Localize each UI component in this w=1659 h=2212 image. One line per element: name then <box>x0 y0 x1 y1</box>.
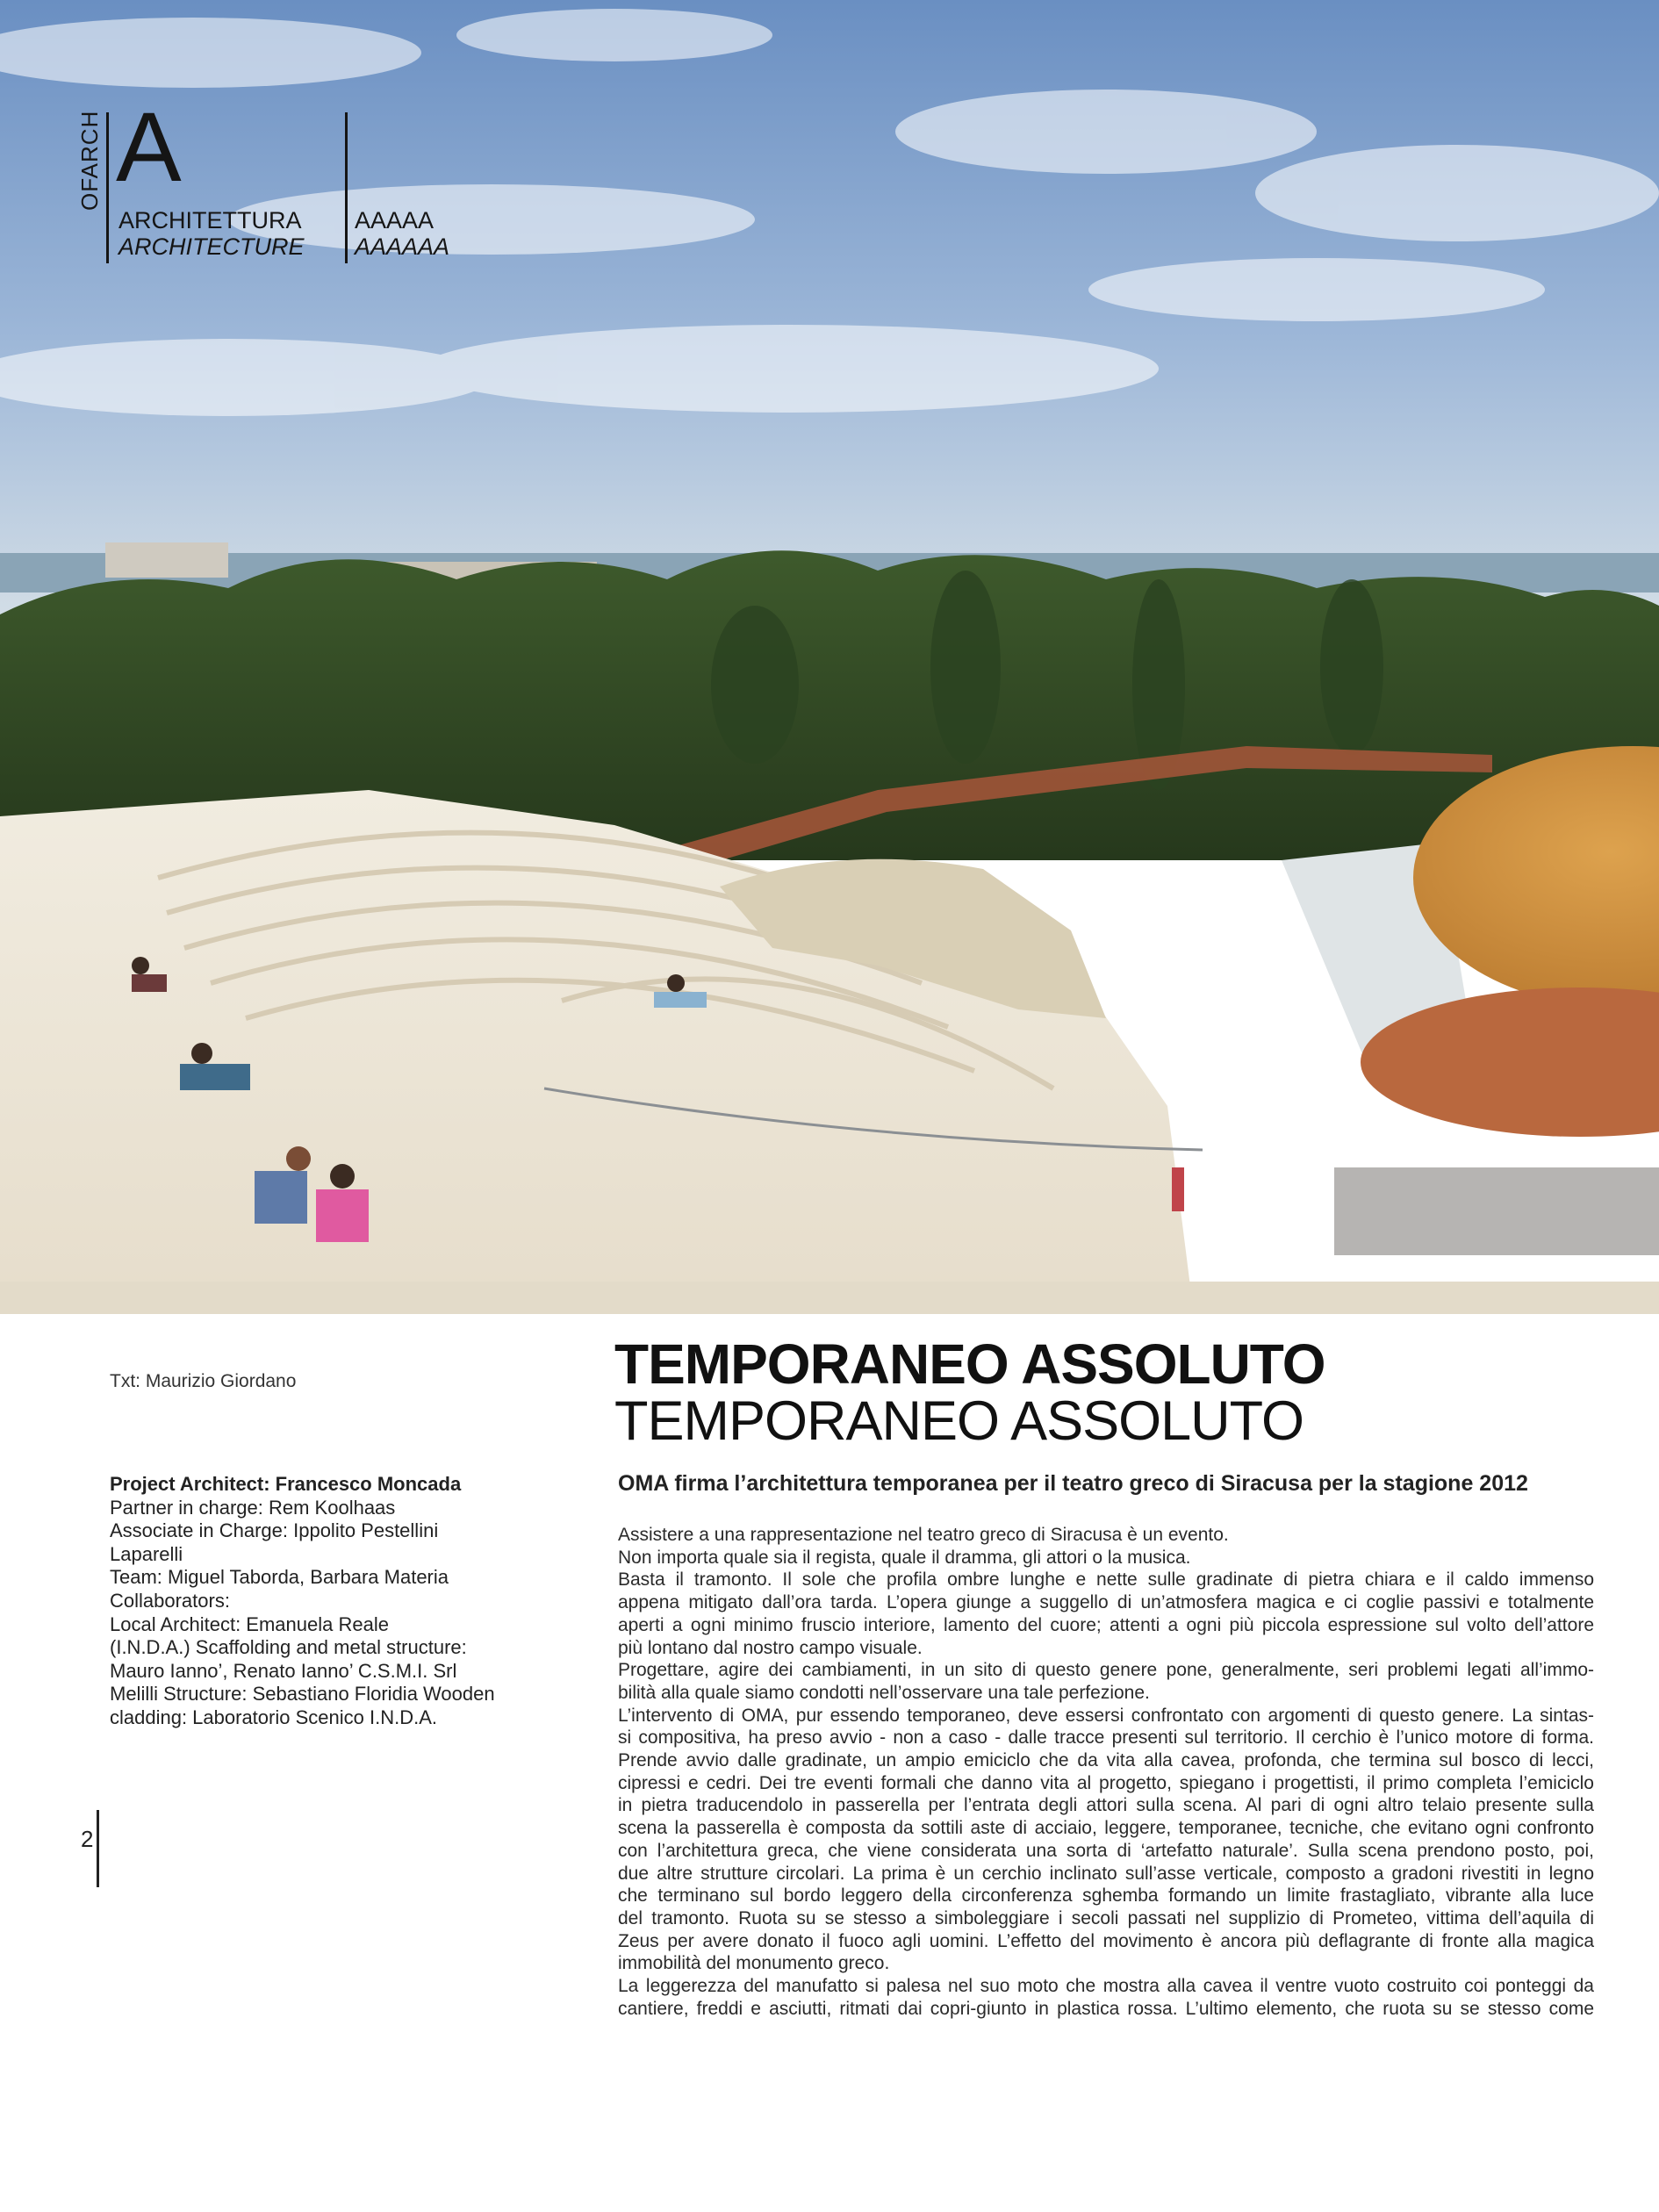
article-standfirst: OMA firma l’architettura temporanea per il teatro greco di Siracusa per la stagione 2012 <box>618 1471 1528 1496</box>
body-line: L’intervento di OMA, pur essendo temporaneo, deve essersi confrontato con argomenti di questo genere. La sintas- <box>618 1705 1594 1726</box>
credit-line: Mauro Ianno’, Renato Ianno’ C.S.M.I. Srl <box>110 1659 457 1682</box>
credit-line: (I.N.D.A.) Scaffolding and metal structure: <box>110 1636 467 1659</box>
body-line: Non importa quale sia il regista, quale il dramma, gli attori o la musica. <box>618 1547 1191 1568</box>
body-line: con l’architettura greca, che viene considerata una sorta di ‘artefatto naturale’. Sulla scena prendono posto, poi, <box>618 1840 1594 1861</box>
body-line: Assistere a una rappresentazione nel teatro greco di Siracusa è un evento. <box>618 1525 1229 1545</box>
credit-line: Associate in Charge: Ippolito Pestellini <box>110 1519 439 1542</box>
body-line: appena mitigato dall’ora tarda. L’opera giunge a suggello di un’atmosfera magica e ci coglie passivi e totalmente <box>618 1592 1594 1613</box>
credit-line: Project Architect: Francesco Moncada <box>110 1473 462 1495</box>
of-arch-label: OFARCH <box>76 110 103 211</box>
credit-line: Melilli Structure: Sebastiano Floridia Wooden <box>110 1683 495 1706</box>
body-line: due altre strutture circolari. La prima è un cerchio inclinato sull’asse verticale, composto a gradoni rivestiti in legno <box>618 1863 1594 1884</box>
body-line: immobilità del monumento greco. <box>618 1953 890 1974</box>
section-rating <box>355 207 449 260</box>
body-line: più lontano dal nostro campo visuale. <box>618 1637 923 1658</box>
project-credits <box>110 1473 531 1730</box>
body-line: Basta il tramonto. Il sole che profila ombre lunghe e nette sulle gradinate di pietra chiara e il caldo immenso <box>618 1569 1594 1591</box>
credit-line: Laparelli <box>110 1542 183 1565</box>
body-line: in pietra traducendolo in passerella per l’entrata degli attori sulla scena. Al pari di ogni altro telaio presente sulla <box>618 1795 1594 1816</box>
body-line: aperti a ogni minimo fruscio interiore, lamento del cuore; attenti a ogni più piccola espressione sul volto dell’attore <box>618 1614 1594 1635</box>
section-letter: A <box>116 92 182 202</box>
body-line: Zeus per avere donato il fuoco agli uomini. L’effetto del movimento è ancora più deflagrante di fronte alla magica <box>618 1930 1594 1951</box>
body-line: La leggerezza del manufatto si palesa nel suo moto che mostra alla cavea il ventre vuoto costruito coi ponteggi da <box>618 1976 1594 1997</box>
body-line: che terminano sul bordo leggero della circonferenza sghemba formando un limite frastagliato, vibrante alla luce <box>618 1885 1594 1907</box>
credit-line: Partner in charge: Rem Koolhaas <box>110 1496 396 1519</box>
body-line: bilità alla quale siamo condotti nell’osservare una tale perfezione. <box>618 1682 1150 1703</box>
category-english: ARCHITECTURE <box>118 233 305 260</box>
article-title: TEMPORANEO ASSOLUTO <box>614 1332 1325 1396</box>
rating-line-1: AAAAA <box>355 207 434 233</box>
distant-building <box>105 542 228 578</box>
body-line: Progettare, agire dei cambiamenti, in un sito di questo genere pone, generalmente, seri problemi legati all’immo- <box>618 1660 1594 1681</box>
category-italian: ARCHITETTURA <box>118 207 302 233</box>
credit-line: Collaborators: <box>110 1589 230 1612</box>
credit-line: cladding: Laboratorio Scenico I.N.D.A. <box>110 1706 437 1728</box>
body-line: del tramonto. Ruota su se stesso a simboleggiare i secoli passati nel supplizio di Prometeo, vittima dell’aquila di <box>618 1907 1594 1928</box>
article-subtitle: TEMPORANEO ASSOLUTO <box>614 1390 1304 1452</box>
body-line: cipressi e cedri. Dei tre eventi formali che danno vita al progetto, spiegano i progettisti, il primo completa l’emiciclo <box>618 1772 1594 1793</box>
page-number-bar <box>97 1810 99 1887</box>
stone-cavea <box>0 790 1194 1314</box>
logo-divider-2 <box>345 112 348 263</box>
section-category <box>118 207 305 260</box>
photo-bottom-edge <box>0 1282 1659 1314</box>
credit-line: Team: Miguel Taborda, Barbara Materia <box>110 1566 449 1589</box>
body-line: si compositiva, ha preso avvio - non a caso - dalle tracce presenti sul territorio. Il cerchio è l’unico motore di forma. <box>618 1727 1594 1749</box>
credit-line: Local Architect: Emanuela Reale <box>110 1612 389 1635</box>
body-line: Prende avvio dalle gradinate, un ampio emiciclo che da vita alla cavea, profonda, che termina sul bosco di lecci, <box>618 1750 1594 1771</box>
body-line: scena la passerella è composta da sottili aste di acciaio, leggere, temporanee, tecniche, che evitano ogni confronto <box>618 1818 1594 1839</box>
article-body <box>618 1524 1594 2020</box>
body-line: cantiere, freddi e asciutti, ritmati dai copri-giunto in plastica rossa. L’ultimo elemento, che ruota su se stesso come <box>618 1998 1594 2019</box>
spectator-area <box>1334 1167 1659 1255</box>
rating-line-2: AAAAAA <box>355 233 450 260</box>
page-number: 2 <box>81 1826 94 1852</box>
logo-divider <box>106 112 109 263</box>
author-credit: Txt: Maurizio Giordano <box>110 1371 297 1391</box>
